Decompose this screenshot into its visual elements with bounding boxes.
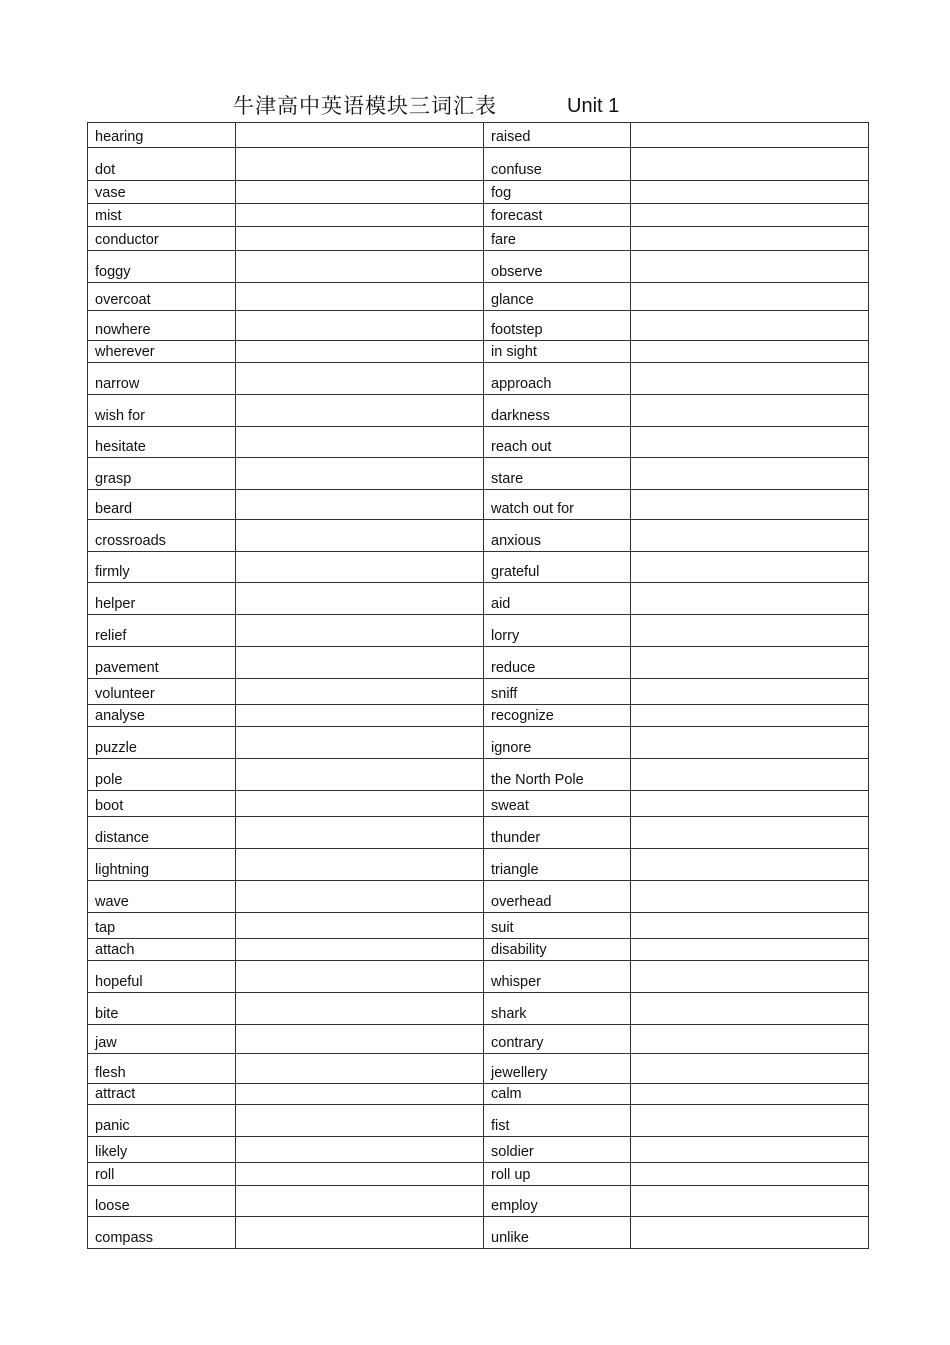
right-meaning-cell (631, 181, 869, 204)
left-meaning-cell (236, 615, 484, 647)
left-word-cell: beard (88, 490, 236, 520)
table-row (88, 341, 869, 363)
right-word-cell: watch out for (484, 490, 631, 520)
left-meaning-cell (236, 817, 484, 849)
left-word-cell: dot (88, 148, 236, 181)
right-meaning-cell (631, 204, 869, 227)
right-meaning-cell (631, 615, 869, 647)
left-meaning-cell (236, 939, 484, 961)
left-meaning-cell (236, 679, 484, 705)
right-word-cell: stare (484, 458, 631, 490)
left-word-cell: lightning (88, 849, 236, 881)
left-meaning-cell (236, 881, 484, 913)
right-word-cell: whisper (484, 961, 631, 993)
right-word-cell: raised (484, 123, 631, 148)
table-row (88, 458, 869, 490)
left-meaning-cell (236, 1054, 484, 1084)
right-meaning-cell (631, 1186, 869, 1217)
right-meaning-cell (631, 881, 869, 913)
left-word-cell: panic (88, 1105, 236, 1137)
left-meaning-cell (236, 727, 484, 759)
right-word-cell: contrary (484, 1025, 631, 1054)
left-word-cell: puzzle (88, 727, 236, 759)
right-meaning-cell (631, 913, 869, 939)
right-word-cell: aid (484, 583, 631, 615)
right-meaning-cell (631, 679, 869, 705)
right-word-cell: overhead (484, 881, 631, 913)
left-word-cell: hopeful (88, 961, 236, 993)
left-word-cell: wish for (88, 395, 236, 427)
table-row (88, 647, 869, 679)
left-meaning-cell (236, 458, 484, 490)
table-row (88, 1105, 869, 1137)
right-meaning-cell (631, 1163, 869, 1186)
right-meaning-cell (631, 311, 869, 341)
right-word-cell: roll up (484, 1163, 631, 1186)
right-meaning-cell (631, 227, 869, 251)
right-meaning-cell (631, 363, 869, 395)
table-row (88, 961, 869, 993)
right-word-cell: glance (484, 283, 631, 311)
left-word-cell: foggy (88, 251, 236, 283)
right-word-cell: fog (484, 181, 631, 204)
left-word-cell: loose (88, 1186, 236, 1217)
table-row (88, 583, 869, 615)
table-row (88, 881, 869, 913)
right-word-cell: thunder (484, 817, 631, 849)
right-word-cell: triangle (484, 849, 631, 881)
page-title: 牛津高中英语模块三词汇表 (233, 94, 497, 118)
right-meaning-cell (631, 705, 869, 727)
left-meaning-cell (236, 993, 484, 1025)
table-row (88, 615, 869, 647)
right-meaning-cell (631, 395, 869, 427)
left-meaning-cell (236, 181, 484, 204)
right-word-cell: calm (484, 1084, 631, 1105)
left-word-cell: relief (88, 615, 236, 647)
right-word-cell: suit (484, 913, 631, 939)
left-meaning-cell (236, 759, 484, 791)
table-row (88, 1137, 869, 1163)
left-meaning-cell (236, 1217, 484, 1249)
table-row (88, 1084, 869, 1105)
unit-label: Unit 1 (567, 95, 620, 117)
right-word-cell: anxious (484, 520, 631, 552)
left-meaning-cell (236, 283, 484, 311)
left-word-cell: conductor (88, 227, 236, 251)
right-meaning-cell (631, 148, 869, 181)
left-word-cell: flesh (88, 1054, 236, 1084)
left-meaning-cell (236, 791, 484, 817)
right-meaning-cell (631, 283, 869, 311)
right-meaning-cell (631, 583, 869, 615)
table-row (88, 251, 869, 283)
table-row (88, 490, 869, 520)
left-meaning-cell (236, 490, 484, 520)
table-row (88, 1025, 869, 1054)
left-word-cell: overcoat (88, 283, 236, 311)
left-meaning-cell (236, 1084, 484, 1105)
table-row (88, 204, 869, 227)
table-row (88, 759, 869, 791)
table-row (88, 705, 869, 727)
vocabulary-table-body (88, 123, 869, 1249)
table-row (88, 939, 869, 961)
table-row (88, 1217, 869, 1249)
left-word-cell: boot (88, 791, 236, 817)
right-meaning-cell (631, 961, 869, 993)
table-row (88, 1186, 869, 1217)
left-meaning-cell (236, 520, 484, 552)
left-word-cell: mist (88, 204, 236, 227)
right-word-cell: footstep (484, 311, 631, 341)
right-meaning-cell (631, 552, 869, 583)
table-row (88, 1054, 869, 1084)
right-word-cell: in sight (484, 341, 631, 363)
left-meaning-cell (236, 705, 484, 727)
left-meaning-cell (236, 227, 484, 251)
table-row (88, 791, 869, 817)
left-meaning-cell (236, 311, 484, 341)
left-word-cell: wave (88, 881, 236, 913)
left-word-cell: wherever (88, 341, 236, 363)
right-word-cell: sniff (484, 679, 631, 705)
right-word-cell: ignore (484, 727, 631, 759)
right-word-cell: forecast (484, 204, 631, 227)
left-word-cell: grasp (88, 458, 236, 490)
left-meaning-cell (236, 395, 484, 427)
left-meaning-cell (236, 123, 484, 148)
table-row (88, 993, 869, 1025)
right-meaning-cell (631, 341, 869, 363)
table-row (88, 727, 869, 759)
right-meaning-cell (631, 1084, 869, 1105)
right-meaning-cell (631, 791, 869, 817)
left-word-cell: roll (88, 1163, 236, 1186)
right-word-cell: fist (484, 1105, 631, 1137)
right-word-cell: employ (484, 1186, 631, 1217)
table-row (88, 181, 869, 204)
right-word-cell: disability (484, 939, 631, 961)
right-word-cell: reduce (484, 647, 631, 679)
right-meaning-cell (631, 490, 869, 520)
left-meaning-cell (236, 1163, 484, 1186)
left-word-cell: bite (88, 993, 236, 1025)
table-row (88, 552, 869, 583)
right-word-cell: jewellery (484, 1054, 631, 1084)
right-word-cell: grateful (484, 552, 631, 583)
left-word-cell: volunteer (88, 679, 236, 705)
right-meaning-cell (631, 993, 869, 1025)
left-meaning-cell (236, 1186, 484, 1217)
right-meaning-cell (631, 427, 869, 458)
table-row (88, 1163, 869, 1186)
left-meaning-cell (236, 1137, 484, 1163)
left-meaning-cell (236, 363, 484, 395)
left-word-cell: crossroads (88, 520, 236, 552)
right-meaning-cell (631, 849, 869, 881)
left-meaning-cell (236, 1025, 484, 1054)
left-word-cell: likely (88, 1137, 236, 1163)
right-meaning-cell (631, 1054, 869, 1084)
right-word-cell: observe (484, 251, 631, 283)
left-word-cell: attach (88, 939, 236, 961)
right-word-cell: recognize (484, 705, 631, 727)
left-word-cell: pole (88, 759, 236, 791)
right-word-cell: reach out (484, 427, 631, 458)
right-meaning-cell (631, 1137, 869, 1163)
table-row (88, 817, 869, 849)
right-meaning-cell (631, 939, 869, 961)
right-meaning-cell (631, 727, 869, 759)
left-word-cell: jaw (88, 1025, 236, 1054)
left-meaning-cell (236, 148, 484, 181)
table-row (88, 227, 869, 251)
left-meaning-cell (236, 647, 484, 679)
right-word-cell: shark (484, 993, 631, 1025)
right-word-cell: fare (484, 227, 631, 251)
right-word-cell: confuse (484, 148, 631, 181)
right-word-cell: unlike (484, 1217, 631, 1249)
right-meaning-cell (631, 1105, 869, 1137)
right-meaning-cell (631, 251, 869, 283)
right-word-cell: the North Pole (484, 759, 631, 791)
right-meaning-cell (631, 520, 869, 552)
left-meaning-cell (236, 913, 484, 939)
left-word-cell: helper (88, 583, 236, 615)
left-meaning-cell (236, 251, 484, 283)
left-meaning-cell (236, 583, 484, 615)
left-word-cell: nowhere (88, 311, 236, 341)
left-word-cell: hearing (88, 123, 236, 148)
left-word-cell: attract (88, 1084, 236, 1105)
left-word-cell: tap (88, 913, 236, 939)
right-meaning-cell (631, 759, 869, 791)
right-word-cell: lorry (484, 615, 631, 647)
left-word-cell: analyse (88, 705, 236, 727)
right-word-cell: approach (484, 363, 631, 395)
vocabulary-table (87, 122, 869, 1249)
table-row (88, 395, 869, 427)
table-row (88, 427, 869, 458)
right-meaning-cell (631, 1217, 869, 1249)
right-meaning-cell (631, 1025, 869, 1054)
left-meaning-cell (236, 427, 484, 458)
right-meaning-cell (631, 647, 869, 679)
left-word-cell: vase (88, 181, 236, 204)
right-word-cell: darkness (484, 395, 631, 427)
left-word-cell: compass (88, 1217, 236, 1249)
right-meaning-cell (631, 123, 869, 148)
right-meaning-cell (631, 817, 869, 849)
left-word-cell: firmly (88, 552, 236, 583)
left-word-cell: hesitate (88, 427, 236, 458)
table-row (88, 311, 869, 341)
right-word-cell: sweat (484, 791, 631, 817)
table-row (88, 123, 869, 148)
table-row (88, 148, 869, 181)
left-word-cell: pavement (88, 647, 236, 679)
left-word-cell: distance (88, 817, 236, 849)
right-word-cell: soldier (484, 1137, 631, 1163)
left-word-cell: narrow (88, 363, 236, 395)
table-row (88, 520, 869, 552)
table-row (88, 849, 869, 881)
left-meaning-cell (236, 961, 484, 993)
table-row (88, 363, 869, 395)
table-row (88, 679, 869, 705)
left-meaning-cell (236, 552, 484, 583)
left-meaning-cell (236, 341, 484, 363)
right-meaning-cell (631, 458, 869, 490)
table-row (88, 913, 869, 939)
left-meaning-cell (236, 1105, 484, 1137)
left-meaning-cell (236, 849, 484, 881)
left-meaning-cell (236, 204, 484, 227)
table-row (88, 283, 869, 311)
